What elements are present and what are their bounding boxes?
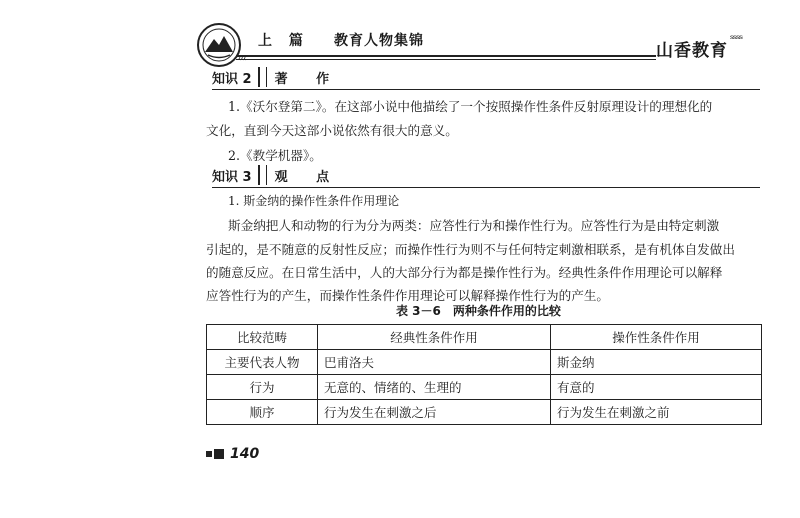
steam-deco-icon: ˢˢˢˢ — [730, 32, 743, 46]
page-marker-icon — [206, 451, 212, 457]
page-marker-icon — [214, 449, 224, 459]
section-rule — [212, 187, 760, 188]
table-cell: 有意的 — [551, 375, 762, 400]
table-header-row — [207, 325, 762, 350]
table-header-cell: 比较范畴 — [207, 325, 318, 350]
works-line-3: 2.《教学机器》。 — [228, 148, 322, 163]
paragraph-line-2: 引起的，是不随意的反射性反应；而操作性行为则不与任何特定刺激相联系，是有机体自发做出 — [206, 242, 735, 257]
section-title: 观 点 — [274, 169, 342, 185]
table-cell: 无意的、情绪的、生理的 — [318, 375, 551, 400]
header-rule — [236, 55, 656, 57]
table-header-cell: 操作性条件作用 — [551, 325, 762, 350]
table-row — [207, 350, 762, 375]
table-row — [207, 375, 762, 400]
header-rule-thin — [236, 59, 656, 60]
section-heading-works — [212, 66, 341, 88]
works-line-1: 1.《沃尔登第二》。在这部小说中他描绘了一个按照操作性条件反射原理设计的理想化的 — [228, 99, 713, 114]
page-number-text: 140 — [230, 446, 260, 462]
section-heading-viewpoint — [212, 164, 341, 186]
paragraph-line-1: 斯金纳把人和动物的行为分为两类：应答性行为和操作性行为。应答性行为是由特定刺激 — [228, 218, 720, 233]
paragraph-line-4: 应答性行为的产生，而操作性条件作用理论可以解释操作性行为的产生。 — [206, 288, 609, 303]
table-cell: 主要代表人物 — [207, 350, 318, 375]
table-cell: 行为发生在刺激之后 — [318, 400, 551, 425]
section-title: 著 作 — [274, 71, 342, 87]
section-divider — [258, 165, 267, 185]
comparison-table — [206, 324, 762, 425]
table-row — [207, 400, 762, 425]
rule-arrow-deco-icon: ‹‹‹ — [238, 54, 246, 64]
section-divider — [258, 67, 267, 87]
viewpoint-subheading: 1. 斯金纳的操作性条件作用理论 — [228, 194, 400, 208]
brand-name: 山香教育 — [656, 41, 728, 61]
table-header-cell: 经典性条件作用 — [318, 325, 551, 350]
section-label: 知识 3 — [212, 169, 252, 185]
table-cell: 行为发生在刺激之前 — [551, 400, 762, 425]
table-caption: 表 3－6 两种条件作用的比较 — [396, 304, 561, 318]
table-cell: 行为 — [207, 375, 318, 400]
works-line-2: 文化，直到今天这部小说依然有很大的意义。 — [206, 123, 458, 138]
shanxiang-logo-icon — [196, 22, 242, 68]
table-cell: 斯金纳 — [551, 350, 762, 375]
paragraph-line-3: 的随意反应。在日常生活中，人的大部分行为都是操作性行为。经典性条件作用理论可以解释 — [206, 265, 723, 280]
table-cell: 顺序 — [207, 400, 318, 425]
section-rule — [212, 89, 760, 90]
table-cell: 巴甫洛夫 — [318, 350, 551, 375]
section-label: 知识 2 — [212, 71, 252, 87]
header-part: 上 篇 — [258, 33, 309, 49]
header-title: 教育人物集锦 — [334, 33, 424, 49]
page-number — [206, 446, 259, 462]
